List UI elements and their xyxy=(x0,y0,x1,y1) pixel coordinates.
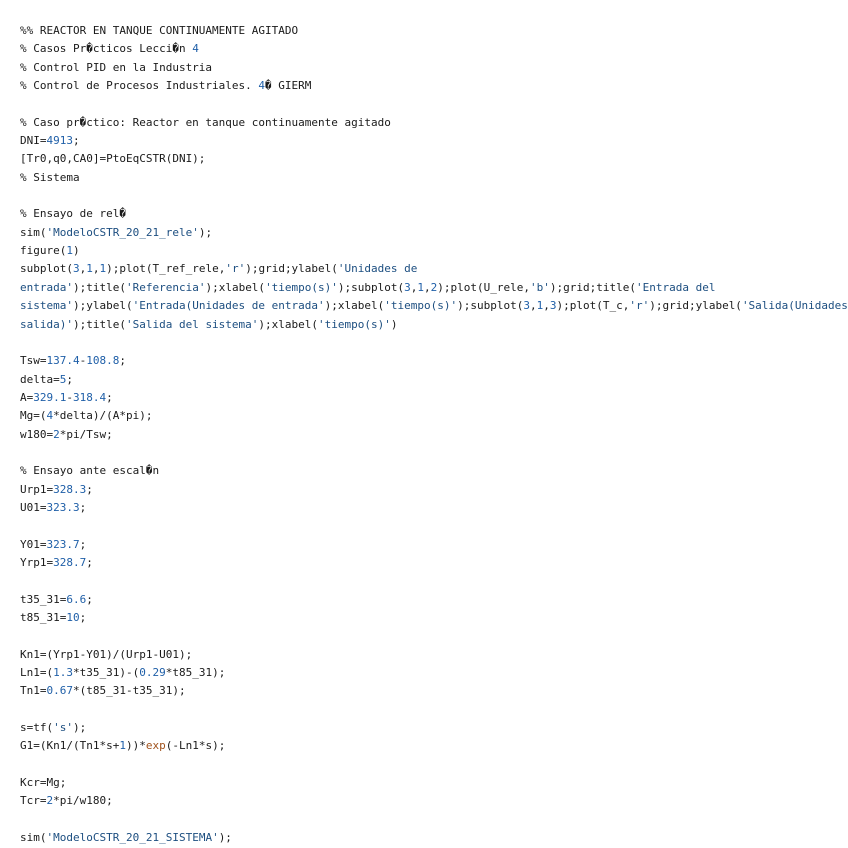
code-line xyxy=(20,591,848,609)
code-text: ; xyxy=(79,500,87,514)
code-text: ; xyxy=(86,482,93,496)
code-line xyxy=(20,829,848,847)
code-text: *pi/w180; xyxy=(53,794,113,808)
code-text: Tcr= xyxy=(20,794,47,808)
code-line xyxy=(20,260,848,278)
code-text: subplot( xyxy=(20,262,73,276)
code-text: );xlabel( xyxy=(205,280,266,294)
code-line xyxy=(20,737,848,755)
code-number: 4 xyxy=(258,79,266,93)
code-string: entrada' xyxy=(20,280,73,294)
code-text: ; xyxy=(79,537,87,551)
code-line xyxy=(20,334,848,352)
code-text: ; xyxy=(86,592,93,606)
code-text: );plot(T_c, xyxy=(556,299,630,313)
code-text: % Casos Pr�cticos Lecci�n xyxy=(20,42,193,56)
code-string: salida)' xyxy=(20,317,73,331)
code-text: );plot(U_rele, xyxy=(437,280,530,294)
code-line xyxy=(20,187,848,205)
code-text: ; xyxy=(66,372,73,386)
code-text: );ylabel( xyxy=(72,299,133,313)
code-text: Tsw= xyxy=(20,354,47,368)
code-text: - xyxy=(79,354,87,368)
code-number: 4 xyxy=(192,42,199,56)
code-text: ); xyxy=(218,831,232,845)
code-text: sim( xyxy=(20,831,47,845)
code-text: );grid;ylabel( xyxy=(649,299,742,313)
code-line xyxy=(20,132,848,150)
code-line xyxy=(20,205,848,223)
code-text: % Caso pr�ctico: Reactor en tanque continuamente agitado xyxy=(20,115,391,129)
code-text: Kcr=Mg; xyxy=(20,776,67,790)
code-text: � GIERM xyxy=(265,79,312,93)
code-number: 323.3 xyxy=(46,500,80,514)
code-text: *(t85_31-t35_31); xyxy=(73,684,186,698)
code-text: , xyxy=(92,262,100,276)
code-text: , xyxy=(410,280,418,294)
code-number: 1 xyxy=(66,244,73,258)
code-line xyxy=(20,664,848,682)
code-line xyxy=(20,682,848,700)
code-text: );xlabel( xyxy=(258,317,319,331)
code-text: % Control PID en la Industria xyxy=(20,60,213,74)
code-number: 2 xyxy=(53,427,60,441)
code-text: *delta)/(A*pi); xyxy=(53,409,153,423)
code-text: t35_31= xyxy=(20,592,67,606)
code-line xyxy=(20,609,848,627)
code-string: 'b' xyxy=(530,280,550,294)
code-string: 'Salida(Unidades xyxy=(741,299,848,313)
code-line xyxy=(20,481,848,499)
code-text: Kn1=(Yrp1-Y01)/(Urp1-U01); xyxy=(20,647,193,661)
code-text: [Tr0,q0,CA0]=PtoEqCSTR(DNI); xyxy=(20,152,206,166)
code-text: %% REACTOR EN TANQUE CONTINUAMENTE AGITADO xyxy=(20,24,299,37)
code-text: ; xyxy=(79,611,87,624)
code-text: delta= xyxy=(20,372,60,386)
code-string: 'Unidades de xyxy=(337,262,418,276)
code-view[interactable] xyxy=(20,22,848,847)
code-line xyxy=(20,22,848,40)
code-text: ) xyxy=(390,317,398,331)
code-text: % Ensayo ante escal�n xyxy=(20,464,160,478)
code-number: 6.6 xyxy=(66,592,87,606)
code-text: Tn1= xyxy=(20,684,47,698)
code-text: ) xyxy=(72,244,80,258)
code-number: 5 xyxy=(59,372,67,386)
code-number: 1 xyxy=(119,739,126,753)
code-string: 's' xyxy=(53,721,73,735)
code-number: 3 xyxy=(404,280,411,294)
code-line xyxy=(20,701,848,719)
code-number: 328.3 xyxy=(53,482,87,496)
code-line xyxy=(20,572,848,590)
code-text: , xyxy=(543,299,550,313)
code-text: *t85_31); xyxy=(165,666,226,680)
code-text: , xyxy=(424,280,431,294)
code-line xyxy=(20,499,848,517)
code-line xyxy=(20,40,848,58)
code-text: ; xyxy=(86,555,93,569)
code-string: 'Entrada(Unidades de entrada' xyxy=(132,299,325,313)
code-function: exp xyxy=(145,739,166,753)
code-line xyxy=(20,77,848,95)
code-number: 3 xyxy=(523,299,530,313)
code-string: 'Referencia' xyxy=(125,280,206,294)
code-line xyxy=(20,242,848,260)
code-line xyxy=(20,426,848,444)
code-number: 329.1 xyxy=(33,390,67,404)
code-number: 2 xyxy=(430,280,438,294)
code-line xyxy=(20,444,848,462)
code-line xyxy=(20,407,848,425)
code-number: 137.4 xyxy=(46,354,80,368)
code-line xyxy=(20,517,848,535)
code-number: 1 xyxy=(536,299,544,313)
code-text: Y01= xyxy=(20,537,47,551)
code-line xyxy=(20,756,848,774)
code-string: 'tiempo(s)' xyxy=(384,299,458,313)
code-text: , xyxy=(79,262,87,276)
code-line xyxy=(20,811,848,829)
code-text: DNI= xyxy=(20,134,47,148)
code-number: 0.29 xyxy=(139,666,166,680)
code-text: );grid;ylabel( xyxy=(245,262,338,276)
code-text: ; xyxy=(119,354,126,368)
code-line xyxy=(20,114,848,132)
code-text: *t35_31)-( xyxy=(73,666,140,680)
code-string: sistema' xyxy=(20,299,73,313)
code-number: 4913 xyxy=(46,134,73,148)
code-line xyxy=(20,792,848,810)
code-line xyxy=(20,169,848,187)
code-text: Urp1= xyxy=(20,482,54,496)
code-text: Mg=( xyxy=(20,409,47,423)
code-text: % Control de Procesos Industriales. xyxy=(20,79,259,93)
code-number: 323.7 xyxy=(46,537,80,551)
code-line xyxy=(20,297,848,315)
code-text: - xyxy=(66,390,73,404)
code-line xyxy=(20,95,848,113)
code-number: 3 xyxy=(549,299,557,313)
code-string: 'tiempo(s)' xyxy=(265,280,338,294)
code-line xyxy=(20,150,848,168)
code-number: 3 xyxy=(72,262,80,276)
code-text: Yrp1= xyxy=(20,555,54,569)
code-line xyxy=(20,316,848,334)
code-text: );plot(T_ref_rele, xyxy=(106,262,226,276)
code-text: ))* xyxy=(125,739,146,753)
code-string: 'Salida del sistema' xyxy=(125,317,259,331)
code-line xyxy=(20,774,848,792)
code-number: 1 xyxy=(417,280,425,294)
code-text: ; xyxy=(73,134,80,148)
code-text: ; xyxy=(106,390,113,404)
code-text: ); xyxy=(73,721,87,735)
code-text: *pi/Tsw; xyxy=(59,427,113,441)
code-line xyxy=(20,462,848,480)
code-text: ); xyxy=(198,225,213,239)
code-text: figure( xyxy=(20,244,67,258)
code-text: t85_31= xyxy=(20,611,67,624)
code-number: 328.7 xyxy=(53,555,87,569)
code-number: 1 xyxy=(99,262,107,276)
code-text: % Sistema xyxy=(20,170,80,184)
code-text: , xyxy=(529,299,537,313)
code-number: 4 xyxy=(46,409,54,423)
code-text: );grid;title( xyxy=(549,280,636,294)
code-text: );title( xyxy=(72,317,126,331)
code-text: sim( xyxy=(20,225,47,239)
code-number: 318.4 xyxy=(73,390,107,404)
code-number: 1.3 xyxy=(53,666,73,680)
code-string: 'ModeloCSTR_20_21_SISTEMA' xyxy=(46,831,219,845)
code-number: 0.67 xyxy=(46,684,73,698)
code-line xyxy=(20,719,848,737)
code-string: 'r' xyxy=(629,299,650,313)
code-line xyxy=(20,646,848,664)
code-line xyxy=(20,536,848,554)
code-text: G1=(Kn1/(Tn1*s+ xyxy=(20,739,120,753)
code-text: Ln1=( xyxy=(20,666,54,680)
code-string: 'r' xyxy=(225,262,246,276)
code-line xyxy=(20,554,848,572)
code-number: 108.8 xyxy=(86,354,120,368)
code-string: 'ModeloCSTR_20_21_rele' xyxy=(46,225,199,239)
code-text: % Ensayo de rel� xyxy=(20,207,126,221)
code-text: w180= xyxy=(20,427,54,441)
code-text: );title( xyxy=(72,280,126,294)
code-line xyxy=(20,371,848,389)
code-line xyxy=(20,352,848,370)
code-number: 1 xyxy=(86,262,93,276)
code-number: 10 xyxy=(66,611,80,624)
code-string: 'tiempo(s)' xyxy=(318,317,391,331)
code-line xyxy=(20,279,848,297)
code-text: );subplot( xyxy=(457,299,524,313)
code-text: s=tf( xyxy=(20,721,54,735)
code-text: (-Ln1*s); xyxy=(165,739,226,753)
code-line xyxy=(20,59,848,77)
code-number: 2 xyxy=(46,794,54,808)
code-text: U01= xyxy=(20,500,47,514)
code-text: );xlabel( xyxy=(324,299,385,313)
code-text: );subplot( xyxy=(337,280,405,294)
code-line xyxy=(20,224,848,242)
code-line xyxy=(20,389,848,407)
code-string: 'Entrada del xyxy=(635,280,716,294)
code-line xyxy=(20,627,848,645)
code-text: A= xyxy=(20,390,34,404)
